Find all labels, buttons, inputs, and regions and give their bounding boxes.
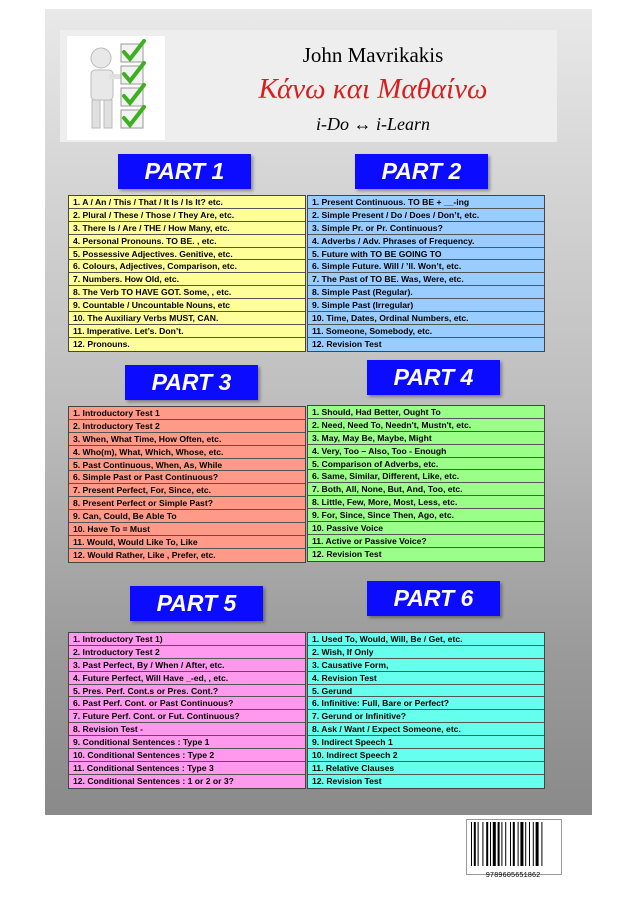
list-item: 5. Future with TO BE GOING TO — [308, 248, 544, 261]
list-item: 2. Wish, If Only — [308, 646, 544, 659]
list-item: 8. Present Perfect or Simple Past? — [69, 497, 305, 510]
part-1-title: PART 1 — [118, 154, 251, 189]
part-1-list — [68, 195, 306, 352]
barcode-bar — [505, 822, 506, 866]
list-item: 5. Possessive Adjectives. Genitive, etc. — [69, 248, 305, 261]
barcode-number: 9789605651862 — [485, 872, 541, 880]
part-5-title: PART 5 — [130, 586, 263, 621]
list-item: 2. Introductory Test 2 — [69, 646, 305, 659]
list-item: 12. Revision Test — [312, 548, 382, 559]
list-item: 10. Time, Dates, Ordinal Numbers, etc. — [308, 312, 544, 325]
part-5-list — [68, 632, 306, 789]
list-item: 6. Same, Similar, Different, Like, etc. — [308, 470, 544, 483]
list-item: 6. Simple Future. Will / ’ll. Won’t, etc. — [308, 260, 544, 273]
list-item: 12. Conditional Sentences : 1 or 2 or 3? — [73, 775, 234, 786]
list-item: 2. Simple Present / Do / Does / Don’t, etc. — [308, 209, 544, 222]
list-item: 2. Plural / These / Those / They Are, etc. — [69, 209, 305, 222]
barcode-bar — [520, 822, 523, 866]
list-item: 7. Gerund or Infinitive? — [308, 710, 544, 723]
part-6-title: PART 6 — [367, 581, 500, 616]
barcode-bar — [493, 822, 496, 866]
list-item: 9. Indirect Speech 1 — [308, 736, 544, 749]
list-item: 7. Both, All, None, But, And, Too, etc. — [308, 483, 544, 496]
list-item: 3. Causative Form, — [308, 659, 544, 672]
barcode-bar — [518, 822, 519, 866]
list-item: 11. Someone, Somebody, etc. — [308, 325, 544, 338]
list-item: 11. Conditional Sentences : Type 3 — [69, 762, 305, 775]
list-item: 5. Past Continuous, When, As, While — [69, 459, 305, 472]
list-item: 1. Present Continuous. TO BE + __-ing — [308, 196, 544, 209]
list-item: 12. Revision Test — [312, 338, 382, 349]
list-item: 5. Comparison of Adverbs, etc. — [308, 458, 544, 471]
book-subtitle: i-Do ↔ i-Learn — [316, 114, 430, 134]
barcode-bar — [478, 822, 479, 866]
barcode-bar — [529, 822, 530, 866]
part-3-list — [68, 406, 306, 563]
barcode-bar — [510, 822, 511, 866]
barcode-bar — [541, 822, 542, 866]
barcode-bar — [482, 822, 483, 866]
list-item: 12. Would Rather, Like , Prefer, etc. — [73, 549, 216, 560]
list-item: 7. Present Perfect, For, Since, etc. — [69, 484, 305, 497]
list-item: 11. Would, Would Like To, Like — [69, 536, 305, 549]
list-item: 10. Have To = Must — [69, 523, 305, 536]
list-item: 8. Ask / Want / Expect Someone, etc. — [308, 723, 544, 736]
list-item: 9. Simple Past (Irregular) — [308, 299, 544, 312]
list-item: 4. Who(m), What, Which, Whose, etc. — [69, 446, 305, 459]
barcode-bar — [536, 822, 539, 866]
list-item: 2. Introductory Test 2 — [69, 420, 305, 433]
list-item: 4. Future Perfect, Will Have _-ed, , etc. — [69, 672, 305, 685]
list-item: 1. A / An / This / That / It Is / Is It? etc. — [69, 196, 305, 209]
author-name: John Mavrikakis — [302, 43, 444, 67]
list-item: 7. The Past of TO BE. Was, Were, etc. — [308, 273, 544, 286]
list-item: 3. Simple Pr. or Pr. Continuous? — [308, 222, 544, 235]
list-item: 1. Should, Had Better, Ought To — [308, 406, 544, 419]
list-item: 12. Revision Test — [312, 775, 382, 786]
list-item: 8. Simple Past (Regular). — [308, 286, 544, 299]
list-item: 4. Revision Test — [308, 672, 544, 685]
list-item: 2. Need, Need To, Needn't, Mustn't, etc. — [308, 419, 544, 432]
part-4-title: PART 4 — [367, 360, 500, 395]
list-item: 9. For, Since, Since Then, Ago, etc. — [308, 509, 544, 522]
barcode-bar — [501, 822, 502, 866]
list-item: 4. Very, Too – Also, Too - Enough — [308, 445, 544, 458]
barcode — [466, 819, 562, 875]
list-item: 3. May, May Be, Maybe, Might — [308, 432, 544, 445]
list-item: 4. Personal Pronouns. TO BE. , etc. — [69, 235, 305, 248]
list-item: 6. Past Perf. Cont. or Past Continuous? — [69, 697, 305, 710]
list-item: 4. Adverbs / Adv. Phrases of Frequency. — [308, 235, 544, 248]
list-item: 9. Countable / Uncountable Nouns, etc — [69, 299, 305, 312]
list-item: 7. Future Perf. Cont. or Fut. Continuous? — [69, 710, 305, 723]
part-2-title: PART 2 — [355, 154, 488, 189]
part-4-list — [307, 405, 545, 562]
list-item: 11. Active or Passive Voice? — [308, 535, 544, 548]
list-item: 1. Used To, Would, Will, Be / Get, etc. — [308, 633, 544, 646]
list-item: 10. Passive Voice — [308, 522, 544, 535]
list-item: 9. Conditional Sentences : Type 1 — [69, 736, 305, 749]
barcode-bar — [533, 822, 534, 866]
list-item: 5. Pres. Perf. Cont.s or Pres. Cont.? — [69, 685, 305, 698]
list-item: 12. Pronouns. — [73, 338, 130, 349]
list-item: 3. There Is / Are / THE / How Many, etc. — [69, 222, 305, 235]
list-item: 10. Indirect Speech 2 — [308, 749, 544, 762]
book-title: Κάνω και Μαθαίνω — [258, 73, 488, 105]
list-item: 1. Introductory Test 1 — [69, 407, 305, 420]
list-item: 3. When, What Time, How Often, etc. — [69, 433, 305, 446]
list-item: 6. Simple Past or Past Continuous? — [69, 471, 305, 484]
list-item: 11. Relative Clauses — [308, 762, 544, 775]
list-item: 10. Conditional Sentences : Type 2 — [69, 749, 305, 762]
list-item: 7. Numbers. How Old, etc. — [69, 273, 305, 286]
barcode-bar — [471, 822, 472, 866]
list-item: 10. The Auxiliary Verbs MUST, CAN. — [69, 312, 305, 325]
barcode-bar — [486, 822, 488, 866]
list-item: 8. Little, Few, More, Most, Less, etc. — [308, 496, 544, 509]
barcode-bar — [525, 822, 526, 866]
barcode-bar — [474, 822, 476, 866]
barcode-bar — [513, 822, 515, 866]
list-item: 3. Past Perfect, By / When / After, etc. — [69, 659, 305, 672]
list-item: 8. Revision Test - — [69, 723, 305, 736]
list-item: 11. Imperative. Let’s. Don’t. — [69, 325, 305, 338]
part-2-list — [307, 195, 545, 352]
list-item: 8. The Verb TO HAVE GOT. Some, , etc. — [69, 286, 305, 299]
list-item: 9. Can, Could, Be Able To — [69, 510, 305, 523]
barcode-bar — [498, 822, 500, 866]
list-item: 6. Colours, Adjectives, Comparison, etc. — [69, 260, 305, 273]
barcode-bar — [490, 822, 491, 866]
part-3-title: PART 3 — [125, 365, 258, 400]
list-item: 5. Gerund — [308, 685, 544, 698]
list-item: 6. Infinitive: Full, Bare or Perfect? — [308, 697, 544, 710]
part-6-list — [307, 632, 545, 789]
list-item: 1. Introductory Test 1) — [69, 633, 305, 646]
